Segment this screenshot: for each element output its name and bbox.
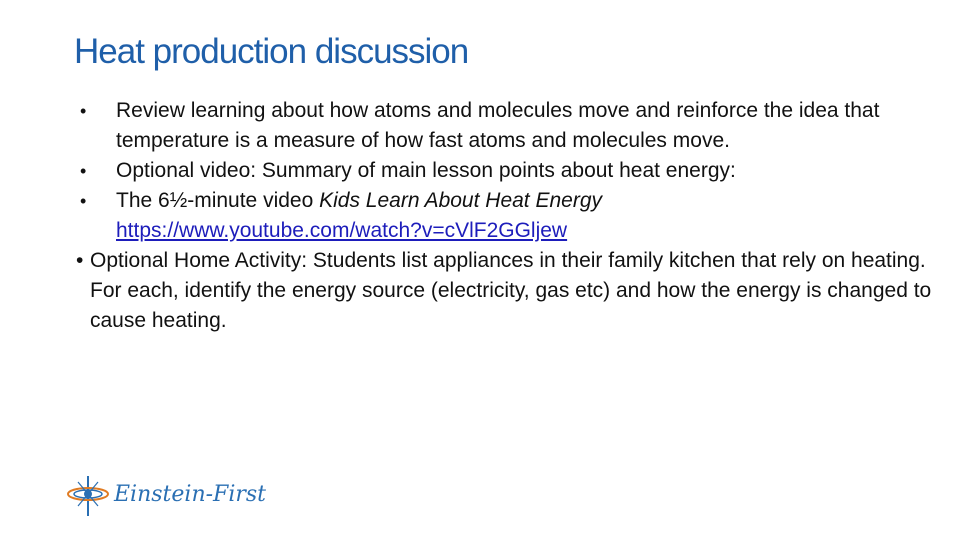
bullet-text: Optional video: Summary of main lesson points about heat energy: <box>116 159 736 182</box>
bullet-text: Optional Home Activity: Students list appliances in their family kitchen that rely on heating. For each, identify the energy source (electricity, gas etc) and how the energy is changed to cause heating. <box>90 249 932 332</box>
bullet-item-video-link <box>74 186 934 246</box>
bullet-item-review <box>74 96 934 156</box>
bullet-text: The 6½-minute video <box>116 189 320 212</box>
bullet-item-home-activity <box>74 246 934 336</box>
bullet-marker: • <box>80 101 87 121</box>
bullet-item-optional-video <box>74 156 934 186</box>
bullet-text: Review learning about how atoms and molecules move and reinforce the idea that temperature is a measure of how fast atoms and molecules move. <box>116 99 880 152</box>
youtube-link[interactable]: https://www.youtube.com/watch?v=cVlF2GGljew <box>116 219 568 242</box>
slide-title: Heat production discussion <box>74 32 469 71</box>
einstein-first-logo <box>64 472 267 520</box>
atom-logo-icon <box>64 472 112 520</box>
bullet-list <box>74 96 934 336</box>
logo-wordmark: Einstein-First <box>114 482 267 507</box>
bullet-marker: • <box>80 191 87 211</box>
bullet-marker: • <box>76 249 84 272</box>
bullet-marker: • <box>80 161 87 181</box>
video-title: Kids Learn About Heat Energy <box>319 189 603 212</box>
